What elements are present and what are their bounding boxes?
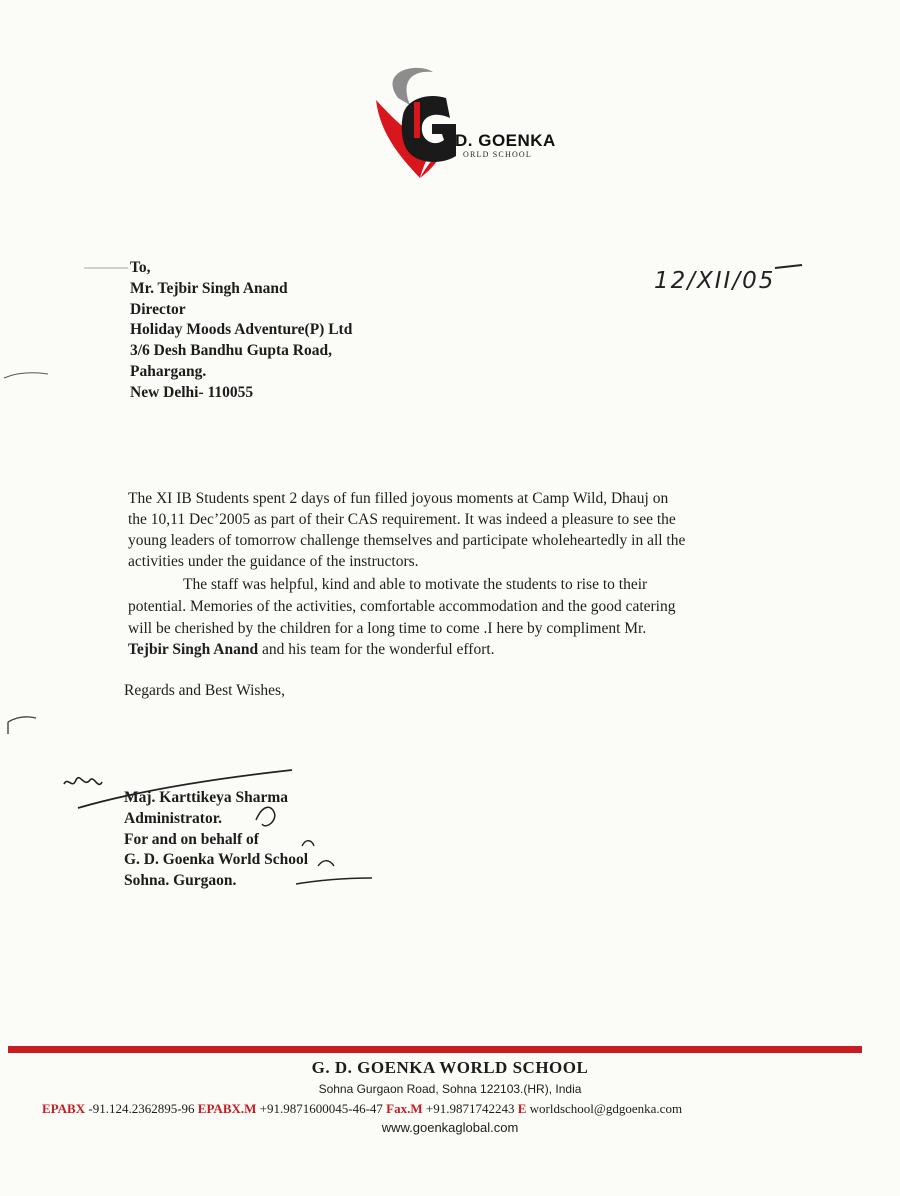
addressee-line: Holiday Moods Adventure(P) Ltd [130, 321, 353, 339]
epabx-m-label: EPABX.M [197, 1101, 257, 1116]
footer-website: www.goenkaglobal.com [381, 1120, 519, 1135]
signature-stroke-4 [318, 861, 334, 866]
date-dash [775, 265, 802, 268]
epabx-label: EPABX [42, 1101, 86, 1116]
body-line-rest: and his team for the wonderful effort. [258, 641, 495, 658]
body-line: The staff was helpful, kind and able to motivate the students to rise to their [183, 576, 648, 593]
closing: Regards and Best Wishes, [124, 682, 285, 699]
email-value: worldschool@gdgoenka.com [526, 1101, 683, 1116]
addressee-line: New Delhi- 110055 [130, 383, 254, 401]
epabx-m-value: +91.9871600045-46-47 [256, 1101, 387, 1116]
signature-line: For and on behalf of [124, 830, 259, 848]
signatory-title: Administrator. [124, 809, 223, 827]
epabx-value: -91.124.2362895-96 [85, 1101, 198, 1116]
body-line: the 10,11 Dec’2005 as part of their CAS requirement. It was indeed a pleasure to see the [128, 511, 676, 528]
body-line: activities under the guidance of the instructors. [128, 553, 419, 570]
email-label: E [517, 1101, 527, 1116]
body-line: young leaders of tomorrow challenge themselves and participate wholeheartedly in all the [128, 532, 686, 549]
school-logo [358, 60, 578, 185]
signatory-name: Maj. Karttikeya Sharma [124, 789, 289, 806]
body-line-last [128, 641, 495, 659]
logo-name: D. GOENKA [455, 131, 556, 150]
signature-line: G. D. Goenka World School [124, 851, 309, 869]
logo-subtitle: ORLD SCHOOL [463, 150, 532, 159]
addressee-line: To, [130, 259, 151, 276]
margin-mark [4, 373, 48, 378]
fax-value: +91.9871742243 [422, 1101, 518, 1116]
addressee-line: Director [130, 300, 186, 318]
logo-g-mark [402, 96, 456, 162]
body-line: The XI IB Students spent 2 days of fun filled joyous moments at Camp Wild, Dhauj on [128, 490, 669, 507]
signature-squiggle [64, 778, 102, 785]
footer-school-name: G. D. GOENKA WORLD SCHOOL [311, 1058, 589, 1077]
addressee-line: 3/6 Desh Bandhu Gupta Road, [130, 342, 332, 360]
addressee-line: Mr. Tejbir Singh Anand [130, 279, 288, 297]
addressee-block [130, 258, 352, 404]
body-line: will be cherished by the children for a long time to come .I here by compliment Mr. [128, 620, 647, 637]
footer-red-bar [8, 1046, 862, 1053]
footer-contacts [42, 1101, 682, 1117]
footer-address: Sohna Gurgaon Road, Sohna 122103.(HR), India [318, 1082, 582, 1096]
addressee-line: Pahargang. [130, 362, 207, 380]
bold-name: Tejbir Singh Anand [128, 641, 259, 658]
signature-block [124, 788, 308, 892]
signature-line: Sohna. Gurgaon. [124, 872, 237, 890]
logo-red-bar [414, 102, 420, 138]
handwritten-date: 12/XII/05 [654, 268, 776, 294]
fax-label: Fax.M [386, 1101, 423, 1116]
margin-mark-2 [8, 717, 36, 734]
body-line: potential. Memories of the activities, comfortable accommodation and the good catering [128, 598, 676, 615]
